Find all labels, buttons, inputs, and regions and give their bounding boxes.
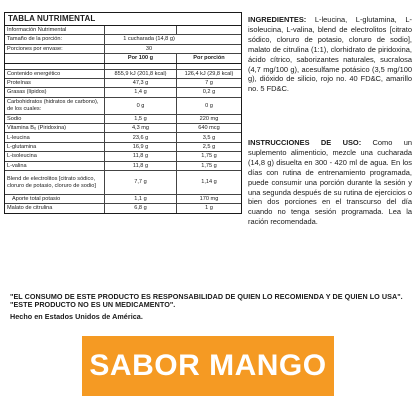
nutrient-perserving: 1 g (205, 205, 213, 212)
nutrient-per100: 1,1 g (105, 195, 177, 203)
nutrient-perserving: 3,5 g (202, 134, 216, 141)
nutrition-table (4, 12, 242, 214)
instructions-heading: INSTRUCCIONES DE USO: (248, 138, 362, 147)
nutrient-perserving: 1,14 g (201, 179, 217, 186)
ingredients-block (248, 15, 412, 94)
nutrient-name: L-leucina (5, 133, 105, 141)
table-row (5, 79, 241, 88)
ingredients-heading: INGREDIENTES: (248, 15, 307, 24)
nutrient-name: Aporte total potasio (5, 195, 105, 203)
serving-size-value: 1 cucharada (14,8 g) (123, 36, 175, 43)
col-header-per100: Por 100 g (105, 54, 177, 62)
nutrient-name: Grasas (lípidos) (5, 88, 105, 96)
table-row (5, 162, 241, 171)
nutrient-per100: 1,4 g (105, 88, 177, 96)
nutrient-per100: 11,8 g (105, 162, 177, 170)
serving-size-label: Tamaño de la porción: (5, 35, 105, 43)
flavor-banner: SABOR MANGO (82, 336, 334, 396)
nutrient-name: Malato de citrulina (5, 204, 105, 212)
table-row (5, 133, 241, 142)
nutrient-per100: 7,7 g (105, 171, 177, 194)
nutrient-per100: 11,8 g (105, 152, 177, 160)
table-title: TABLA NUTRIMENTAL (5, 13, 241, 26)
nutrient-per100: 4,3 mg (105, 124, 177, 132)
nutrient-name: L-isoleucina (5, 152, 105, 160)
table-row (5, 195, 241, 204)
nutrient-perserving: 126,4 kJ (29,8 kcal) (184, 70, 234, 77)
column-header-row (5, 54, 241, 63)
nutrient-perserving: 640 mcg (198, 125, 220, 132)
ingredients-text: L-leucina, L-glutamina, L-isoleucina, L-valina, blend de electrolitos [citrato sódico, cloruro de potasio, cloruro de sodio], malato de citrulina (1:1), clorhidrato de piridoxina, ácido cítrico, saborizantes naturales, sucralosa (4,7 mg/100 g), acesulfame potásico (3,5 mg/100 g), dióxido de silicio, rojo no. 40 FD&C, amarillo no. 5 FD&C. (248, 15, 412, 94)
info-label: Información Nutrimental (5, 26, 105, 34)
nutrient-per100: 16,9 g (105, 143, 177, 151)
table-row (5, 98, 241, 115)
nutrient-per100: 855,9 kJ (201,8 kcal) (105, 70, 177, 78)
servings-row (5, 45, 241, 54)
medicine-notice: "ESTE PRODUCTO NO ES UN MEDICAMENTO". (10, 300, 176, 309)
nutrient-perserving: 0 g (205, 102, 213, 109)
instructions-block (248, 138, 412, 227)
table-row (5, 124, 241, 133)
nutrient-perserving: 170 mg (199, 196, 219, 203)
nutrient-perserving: 0,2 g (202, 89, 216, 96)
nutrient-per100: 47,3 g (105, 79, 177, 87)
nutrient-perserving: 2,5 g (202, 143, 216, 150)
nutrient-name: Blend de electrolitos [citrato sódico, cloruro de potasio, cloruro de sodio] (5, 171, 105, 194)
nutrient-name: L-valina (5, 162, 105, 170)
responsibility-notice: "EL CONSUMO DE ESTE PRODUCTO ES RESPONSABILIDAD DE QUIEN LO RECOMIENDA Y DE QUIEN LO USA". (10, 292, 403, 301)
serving-size-row (5, 35, 241, 44)
origin-notice: Hecho en Estados Unidos de América. (10, 312, 143, 321)
table-row (5, 204, 241, 212)
table-row (5, 70, 241, 79)
nutrient-name: Vitamina B₆ (Piridoxina) (5, 124, 105, 132)
nutrient-perserving: 1,75 g (201, 153, 217, 160)
nutrient-name: Proteínas (5, 79, 105, 87)
nutrient-per100: 23,6 g (105, 133, 177, 141)
table-row (5, 143, 241, 152)
nutrient-perserving: 220 mg (199, 115, 219, 122)
servings-label: Porciones por envase: (5, 45, 105, 53)
nutrient-name: L-glutamina (5, 143, 105, 151)
nutrient-perserving: 7 g (205, 79, 213, 86)
info-row (5, 26, 241, 35)
table-row (5, 152, 241, 161)
nutrient-per100: 6,8 g (105, 204, 177, 212)
nutrient-name: Sodio (5, 115, 105, 123)
nutrient-per100: 1,5 g (105, 115, 177, 123)
instructions-text: Como un suplemento alimenticio, mezcle una cucharada (14,8 g) disuelta en 300 - 420 ml de agua. En los días con rutina de entrenamiento programada, puede consumir una porción durante la sesión y una segunda después de su rutina de ejercicios o bien dos porciones en el transcurso del día cuando no tenga sesión programada. Lea la ración recomendada. (248, 138, 412, 227)
col-header-perserving: Por porción (193, 55, 225, 62)
table-row (5, 171, 241, 195)
nutrient-name: Contenido energético (5, 70, 105, 78)
nutrient-per100: 0 g (105, 98, 177, 114)
table-row (5, 115, 241, 124)
nutrient-perserving: 1,75 g (201, 162, 217, 169)
nutrient-name: Carbohidratos (hidratos de carbono), de los cuales: (5, 98, 105, 114)
servings-value: 30 (145, 45, 153, 52)
table-row (5, 88, 241, 97)
